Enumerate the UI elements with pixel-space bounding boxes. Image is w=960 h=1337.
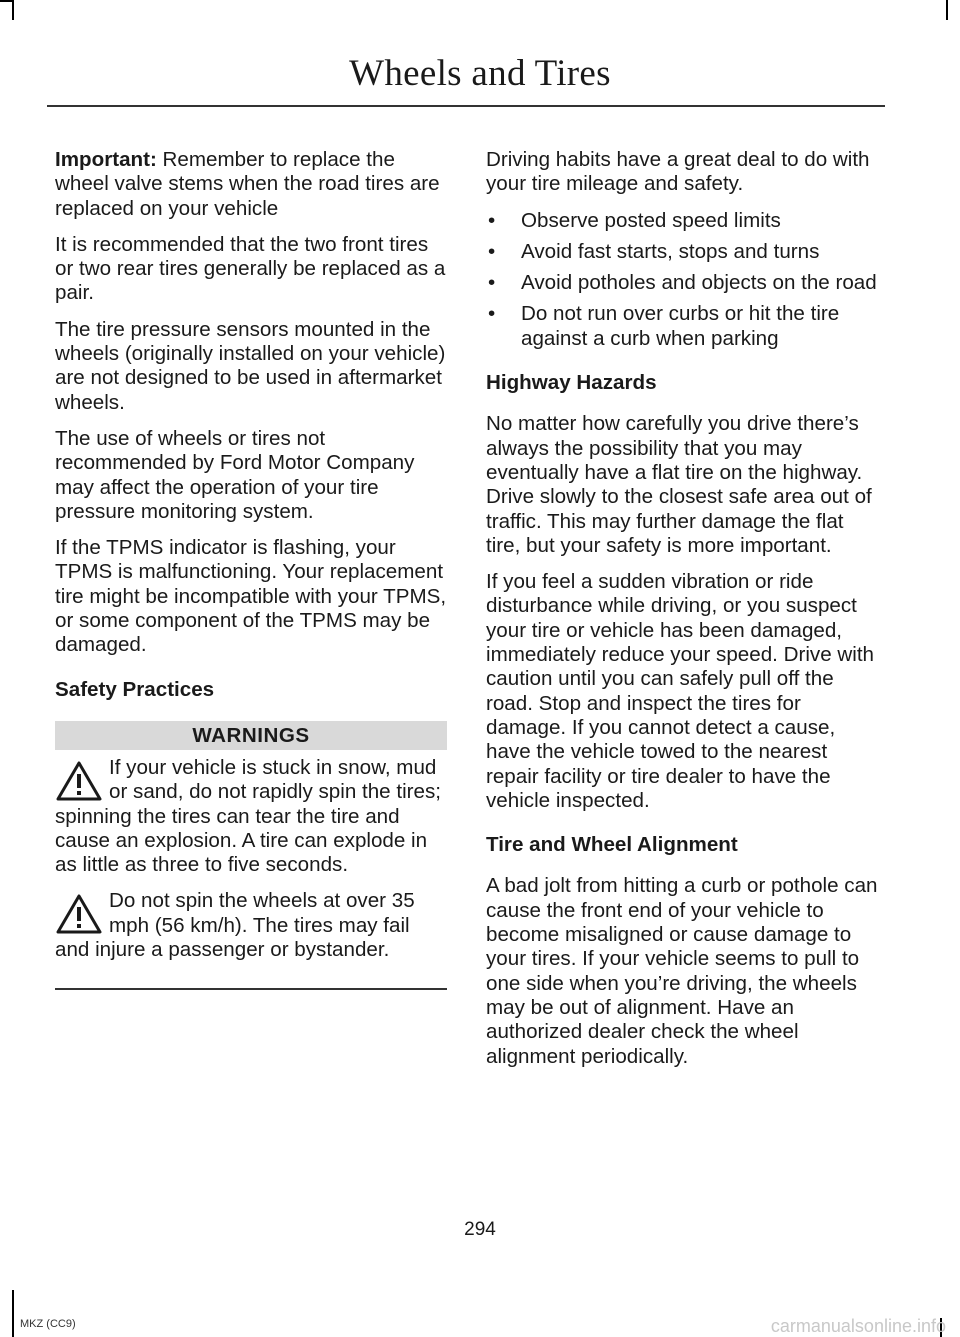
paragraph-sensors: The tire pressure sensors mounted in the wheels (originally installed on your vehicle) are not designed to be used in aftermarket wheels. — [55, 317, 446, 414]
list-item: • Do not run over curbs or hit the tire against a curb when parking — [488, 302, 840, 350]
right-column — [486, 148, 882, 1081]
section-heading-highway: Highway Hazards — [486, 371, 657, 395]
warning-triangle-icon — [55, 760, 103, 802]
paragraph-alignment: A bad jolt from hitting a curb or pothole can cause the front end of your vehicle to become misaligned or cause damage to your tires. If your vehicle seems to pull to one side when you’re driving, the wheels may be out of alignment. Have an authorized dealer check the wheel alignment periodically. — [486, 874, 878, 1068]
important-text: Remember to replace the wheel valve stems when the road tires are replaced on your vehicle — [55, 148, 440, 220]
warning-item — [55, 756, 447, 877]
crop-mark — [946, 0, 948, 20]
warning-triangle-icon — [55, 893, 103, 935]
model-code: MKZ (CC9) — [20, 1318, 76, 1330]
bullet-icon: • — [488, 271, 496, 295]
list-item: • Avoid fast starts, stops and turns — [488, 239, 820, 263]
header-divider — [47, 105, 885, 107]
crop-mark — [12, 1290, 14, 1337]
warning-item — [55, 889, 447, 962]
paragraph-vibration: If you feel a sudden vibration or ride disturbance while driving, or you suspect your tire or vehicle has been damaged, immediately reduce your speed. Drive with caution until you can safely pull off the road. Stop and inspect the tires for damage. If you cannot detect a cause, have the vehicle towed to the nearest repair facility or tire dealer to have the vehicle inspected. — [486, 570, 875, 812]
paragraph-important — [55, 148, 447, 221]
list-item: • Avoid potholes and objects on the road — [488, 271, 877, 295]
bullet-icon: • — [488, 208, 496, 232]
bullet-icon: • — [488, 239, 496, 263]
paragraph-driving-habits: Driving habits have a great deal to do with your tire mileage and safety. — [486, 148, 870, 196]
warnings-end-divider — [55, 988, 447, 990]
watermark: carmanualsonline.info — [770, 1316, 946, 1336]
paragraph-ford-recommendation: The use of wheels or tires not recommended by Ford Motor Company may affect the operation of your tire pressure monitoring system. — [55, 426, 415, 523]
warning-text-speed: Do not spin the wheels at over 35 mph (56 km/h). The tires may fail and injure a passenger or bystander. — [55, 889, 415, 962]
bullet-icon: • — [488, 302, 496, 326]
list-item: • Observe posted speed limits — [488, 208, 781, 232]
crop-mark — [12, 0, 14, 20]
page-number: 294 — [464, 1219, 496, 1240]
important-label: Important: — [55, 148, 157, 171]
paragraph-flat-tire: No matter how carefully you drive there’s always the possibility that you may eventually have a flat tire on the highway. Drive slowly to the closest safe area out of traffic. This may further damage the flat tire, but your safety is more important. — [486, 412, 872, 557]
left-column — [55, 148, 447, 990]
section-heading-safety: Safety Practices — [55, 677, 215, 701]
section-heading-alignment: Tire and Wheel Alignment — [486, 833, 738, 857]
warnings-banner: WARNINGS — [55, 721, 447, 750]
paragraph-pair-replacement: It is recommended that the two front tires or two rear tires generally be replaced as a pair. — [55, 232, 446, 305]
paragraph-tpms-flashing: If the TPMS indicator is flashing, your TPMS is malfunctioning. Your replacement tire might be incompatible with your TPMS, or some component of the TPMS may be damaged. — [55, 536, 447, 657]
page-title: Wheels and Tires — [349, 53, 611, 94]
driving-tips-list — [486, 209, 882, 351]
warning-text-stuck: If your vehicle is stuck in snow, mud or sand, do not rapidly spin the tires; spinning the tires can tear the tire and cause an explosion. A tire can explode in as little as three to five seconds. — [55, 755, 441, 877]
